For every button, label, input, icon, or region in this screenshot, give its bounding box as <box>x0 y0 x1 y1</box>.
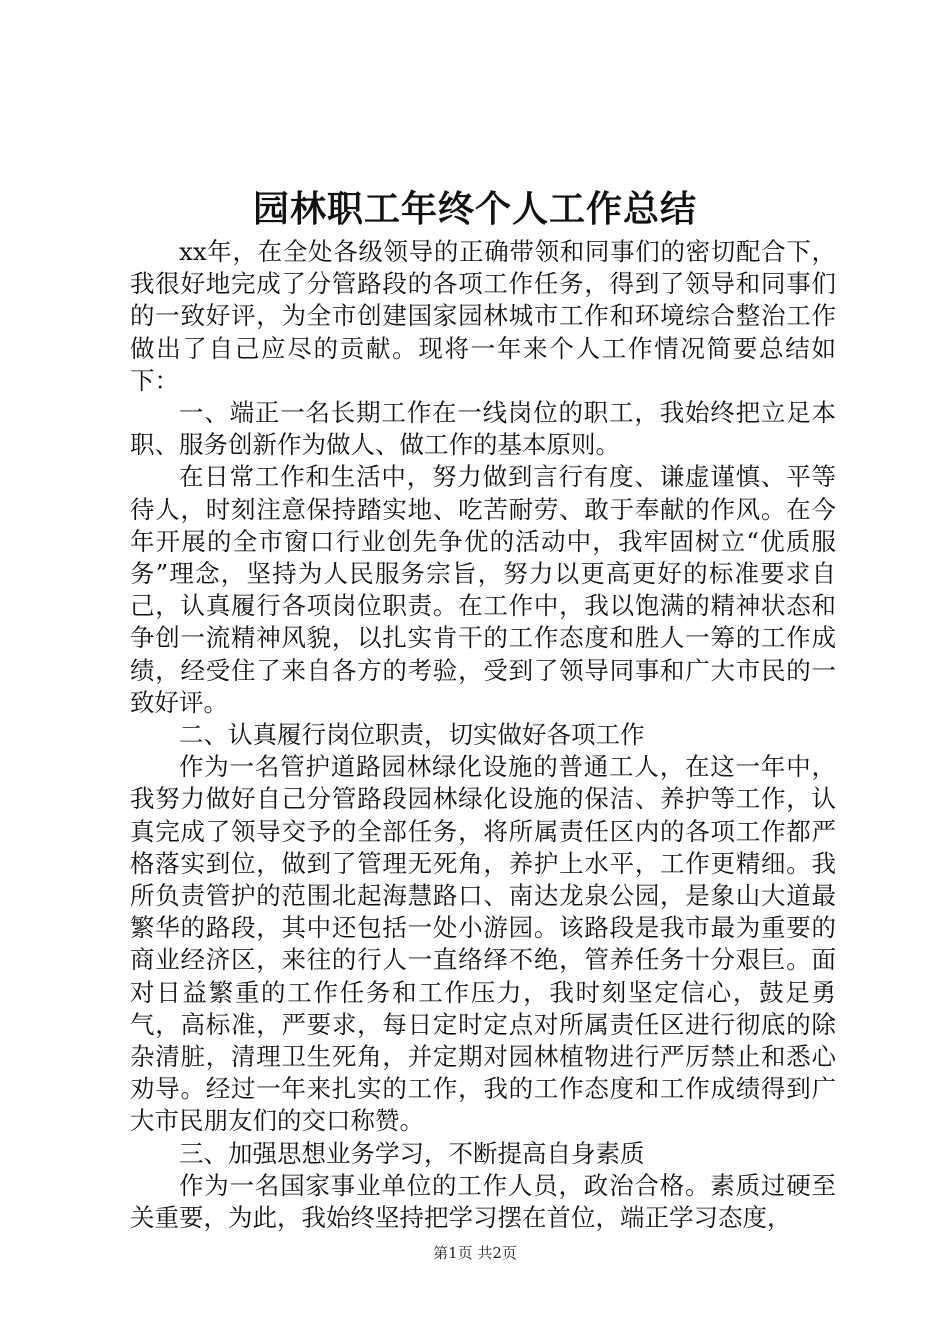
paragraph-section-2-body: 作为一名管护道路园林绿化设施的普通工人，在这一年中，我努力做好自己分管路段园林绿化设施的保洁、养护等工作，认真完成了领导交予的全部任务，将所属责任区内的各项工作都严格落实到位，做到了管理无死角，养护上水平，工作更精细。我所负责管护的范围北起海慧路口、南达龙泉公园，是象山大道最繁华的路段，其中还包括一处小游园。该路段是我市最为重要的商业经济区，来往的行人一直络绎不绝，管养任务十分艰巨。面对日益繁重的工作任务和工作压力，我时刻坚定信心，鼓足勇气，高标准，严要求，每日定时定点对所属责任区进行彻底的除杂清脏，清理卫生死角，并定期对园林植物进行严厉禁止和悉心劝导。经过一年来扎实的工作，我的工作态度和工作成绩得到广大市民朋友们的交口称赞。 <box>130 752 836 1136</box>
paragraph-intro: xx年，在全处各级领导的正确带领和同事们的密切配合下，我很好地完成了分管路段的各项工作任务，得到了领导和同事们的一致好评，为全市创建国家园林城市工作和环境综合整治工作做出了自己应尽的贡献。现将一年来个人工作情况简要总结如下： <box>130 237 836 395</box>
paragraph-section-1-heading: 一、端正一名长期工作在一线岗位的职工，我始终把立足本职、服务创新作为做人、做工作的基本原则。 <box>130 398 836 460</box>
paragraph-section-3-body: 作为一名国家事业单位的工作人员，政治合格。素质过硬至关重要，为此，我始终坚持把学习摆在首位，端正学习态度， <box>130 1170 836 1233</box>
document-title: 园林职工年终个人工作总结 <box>252 188 697 230</box>
page-number-footer: 第1页 共2页 <box>433 1244 517 1262</box>
paragraph-section-3-heading: 三、加强思想业务学习，不断提高自身素质 <box>179 1138 645 1168</box>
paragraph-section-2-heading: 二、认真履行岗位职责，切实做好各项工作 <box>179 720 645 750</box>
document-body <box>130 236 836 1234</box>
paragraph-section-1-body: 在日常工作和生活中，努力做到言行有度、谦虚谨慎、平等待人，时刻注意保持踏实地、吃苦耐劳、敢于奉献的作风。在今年开展的全市窗口行业创先争优的活动中，我牢固树立“优质服务”理念，坚持为人民服务宗旨，努力以更高更好的标准要求自己，认真履行各项岗位职责。在工作中，我以饱满的精神状态和争创一流精神风貌，以扎实肯干的工作态度和胜人一筹的工作成绩，经受住了来自各方的考验，受到了领导同事和广大市民的一致好评。 <box>130 462 836 717</box>
